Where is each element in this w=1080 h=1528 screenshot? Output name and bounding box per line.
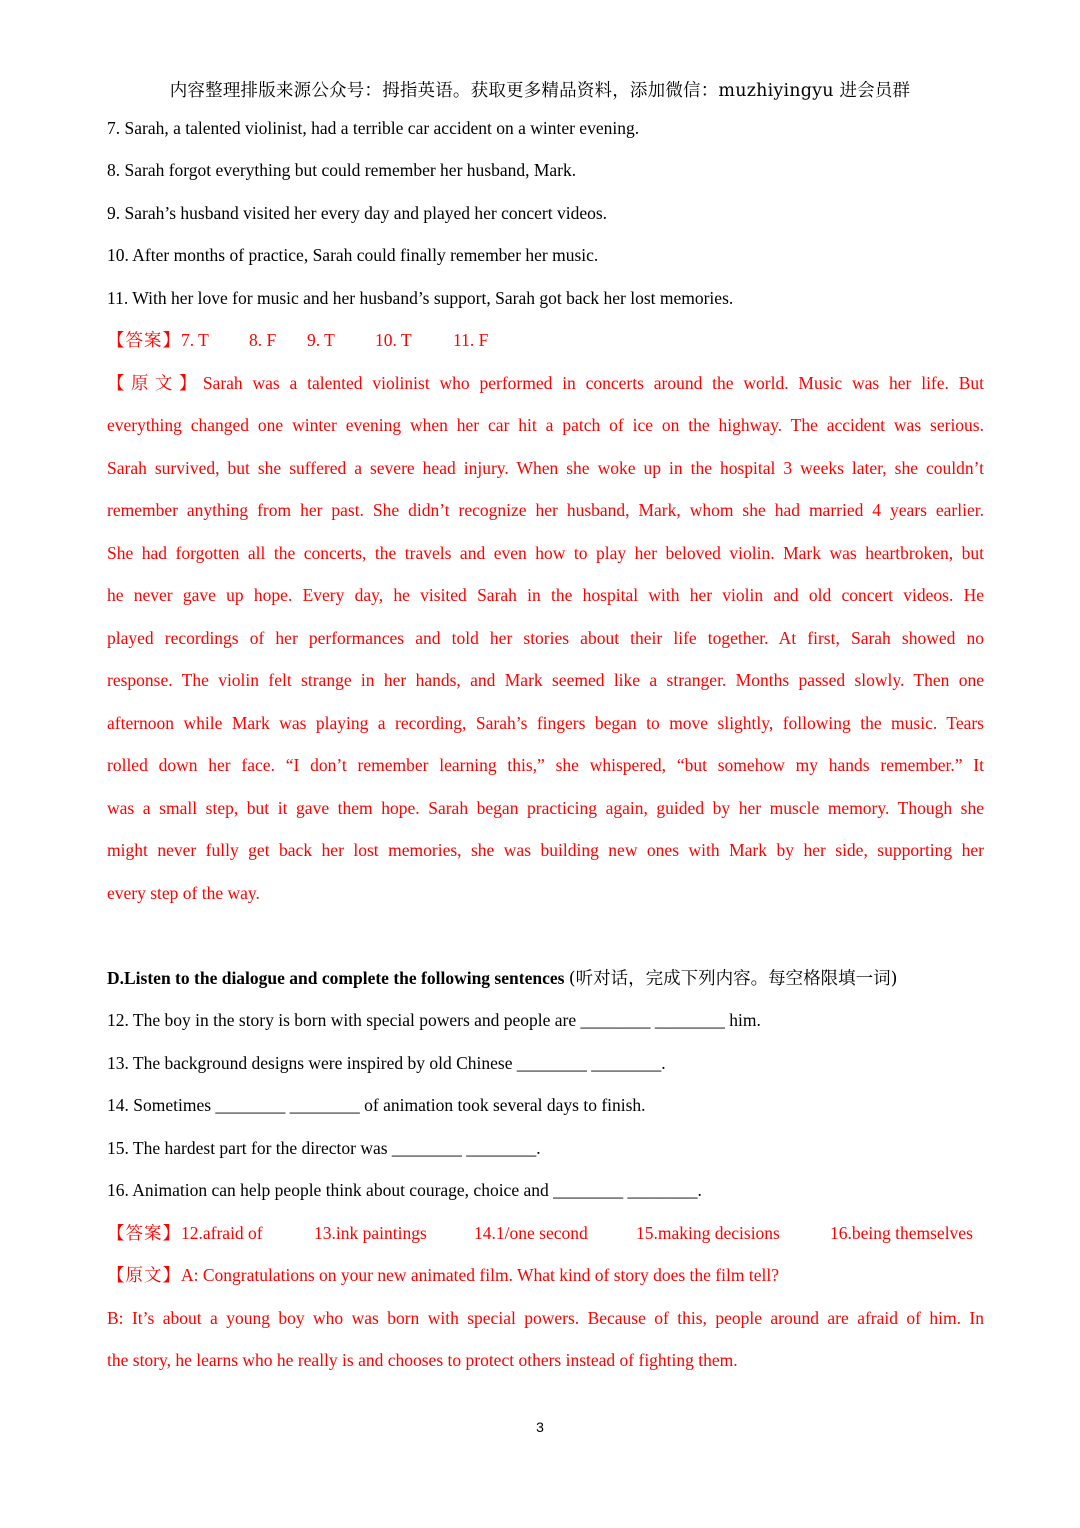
answer-9: 9. T [307,330,335,350]
answer-tag: 【答案】 [107,1223,181,1243]
question-16: 16. Animation can help people think about courage, choice and ________ ________. [107,1180,702,1200]
question-11: 11. With her love for music and her husband’s support, Sarah got back her lost memories. [107,288,734,308]
answer-7: 7. T [181,330,209,350]
transcript-line: response. The violin felt strange in her hands, and Mark seemed like a stranger. Months passed slowly. Then one [107,670,984,690]
transcript-line: he never gave up hope. Every day, he visited Sarah in the hospital with her violin and old concert videos. He [107,585,984,605]
question-8: 8. Sarah forgot everything but could remember her husband, Mark. [107,160,577,180]
page-header: 内容整理排版来源公众号：拇指英语。获取更多精品资料，添加微信：muzhiyingyu 进会员群 [169,81,911,101]
transcript-line: 【原文】A: Congratulations on your new animated film. What kind of story does the film tell? [107,1265,779,1285]
transcript-line: afternoon while Mark was playing a recording, Sarah’s fingers began to move slightly, following the music. Tears [107,713,984,733]
transcript-line: remember anything from her past. She didn’t recognize her husband, Mark, whom she had married 4 years earlier. [107,500,984,520]
answer-tag: 【答案】 [107,330,181,350]
answer-14: 14.1/one second [474,1223,588,1243]
question-12: 12. The boy in the story is born with special powers and people are ________ ________ him. [107,1010,761,1030]
answer-11: 11. F [453,330,489,350]
source-tag: 【原文】 [107,373,203,393]
transcript-line: everything changed one winter evening when her car hit a patch of ice on the highway. The accident was serious. [107,415,984,435]
question-14: 14. Sometimes ________ ________ of animation took several days to finish. [107,1095,646,1115]
answer-10: 10. T [375,330,412,350]
transcript-line: She had forgotten all the concerts, the travels and even how to play her beloved violin. Mark was heartbroken, but [107,543,984,563]
transcript-line: the story, he learns who he really is and chooses to protect others instead of fighting them. [107,1350,738,1370]
question-9: 9. Sarah’s husband visited her every day and played her concert videos. [107,203,608,223]
transcript-line: might never fully get back her lost memories, she was building new ones with Mark by her side, supporting her [107,840,984,860]
answer-12: 12.afraid of [181,1223,263,1243]
section-d-heading [107,966,984,991]
transcript-line: 【原文】Sarah was a talented violinist who performed in concerts around the world. Music was her life. But [107,373,985,393]
answer-15: 15.making decisions [636,1223,780,1243]
transcript-line: rolled down her face. “I don’t remember learning this,” she whispered, “but somehow my hands remember.” It [107,755,984,775]
answer-line-d [107,1221,984,1245]
question-7: 7. Sarah, a talented violinist, had a terrible car accident on a winter evening. [107,118,640,138]
page-number: 3 [536,1419,544,1435]
transcript-line: was a small step, but it gave them hope. Sarah began practicing again, guided by her muscle memory. Though she [107,798,984,818]
answer-8: 8. F [249,330,277,350]
answer-16: 16.being themselves [830,1223,973,1243]
transcript-line: B: It’s about a young boy who was born with special powers. Because of this, people around are afraid of him. In [107,1308,984,1328]
transcript-line: Sarah survived, but she suffered a severe head injury. When she woke up in the hospital 3 weeks later, she couldn’t [107,458,984,478]
section-d-heading-en: D.Listen to the dialogue and complete the following sentences [107,968,569,988]
transcript-line: played recordings of her performances and told her stories about their life together. At first, Sarah showed no [107,628,984,648]
answer-13: 13.ink paintings [314,1223,427,1243]
transcript-line: every step of the way. [107,883,260,903]
question-15: 15. The hardest part for the director was ________ ________. [107,1138,541,1158]
question-13: 13. The background designs were inspired by old Chinese ________ ________. [107,1053,666,1073]
section-d-heading-cn: (听对话，完成下列内容。每空格限填一词) [568,969,898,989]
source-tag: 【原文】 [107,1265,181,1285]
answer-line-c [107,328,984,352]
question-10: 10. After months of practice, Sarah could finally remember her music. [107,245,599,265]
